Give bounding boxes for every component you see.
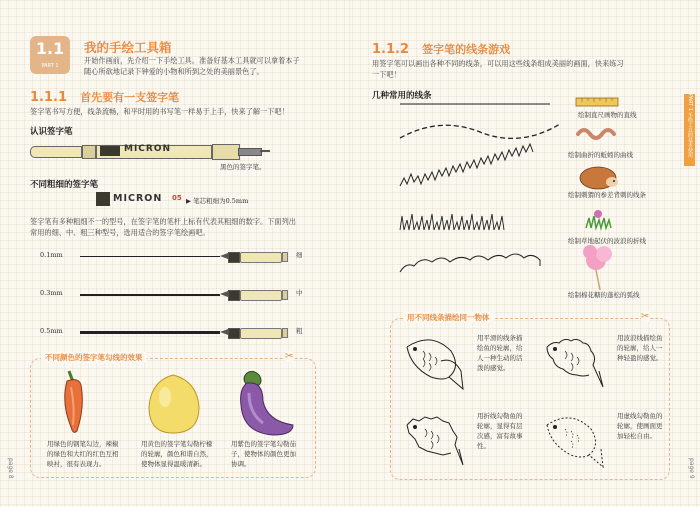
color-effects-box [30,351,316,478]
jagged-line [400,144,533,186]
section-heading-112: 1.1.2 签字笔的线条游戏 [372,42,511,57]
line-caption-straight: 绘制直尺画物的直线 [578,111,637,119]
line-examples [390,96,660,308]
cotton-candy-icon [583,245,612,290]
fish-smooth-illustration [401,327,473,393]
fish-box [390,311,670,480]
eggplant-caption: 用紫色的签字笔勾勒茄 子，使物体的颜色更加 协调。 [231,440,296,468]
fish-caption-zigzag: 用折线勾勒鱼的 轮廓，显得有层 次感，富有故事 性。 [477,412,523,450]
chili-illustration [49,367,99,437]
fish-box-title: 用不同线条描绘同一物体 [403,312,494,323]
scissors-icon-right: ✂ [641,311,650,322]
page-title: 我的手绘工具箱 [84,40,172,55]
fish-caption-dashed: 用虚线勾勒鱼的 轮廓，使画面更 加轻松自由。 [617,412,663,440]
book-gutter [349,0,351,507]
page-number-left: page 8 [7,458,14,479]
pen-sizes-paragraph: 签字笔有多种粗细不一的型号，在签字笔的笔杆上标有代表其粗细的数字。下面列出 常用的细、中、粗三种型号，选用适合的签字笔绘画吧。 [30,217,296,237]
micron-05-label: MICRON 05 [96,192,196,207]
color-box-title: 不同颜色的签字笔勾线的效果 [41,352,147,363]
fish-dashed-illustration [541,405,613,471]
dashed-curve-line [400,124,560,138]
line-caption-jagged: 绘制刺猬的参差背刺的线条 [568,191,646,199]
thickness-heading: 不同粗细的签字笔 [30,180,99,190]
fish-wavy-illustration [541,327,613,393]
micron-pen-illustration [30,140,275,162]
section-heading-111: 1.1.1 首先要有一支签字笔 [30,90,180,105]
grass-line [400,214,504,230]
thickness-note: ▶ 笔芯粗细为0.5mm [186,197,249,205]
worm-icon [578,130,614,138]
lemon-illustration [143,371,205,437]
flower-grass-icon [586,210,611,228]
arc-line [400,254,540,272]
section-text: 签字笔书写方便，线条流畅，和平时用的书写笔一样易于上手，快来了解一下吧！ [30,107,289,116]
lemon-caption: 用黄色的签字笔勾勒柠檬 的轮廓，颜色和谐自然， 使物体显得温暖清新。 [141,440,213,468]
scissors-icon: ✂ [285,351,294,362]
pen-brand: MICRON [124,144,172,154]
pen-row-fine: 0.1mm 细 [30,248,340,266]
fish-caption-smooth: 用平滑的线条描 绘鱼的轮廓，给 人一种生动的活 泼的感觉。 [477,334,523,372]
line-caption-curve: 绘制曲折的蚯蚓的曲线 [568,151,633,159]
chapter-badge: 1.1 PART 1 [30,36,70,74]
pen-row-medium: 0.3mm 中 [30,286,340,304]
fish-zigzag-illustration [401,405,473,471]
hedgehog-icon [580,167,618,189]
part-side-tab[interactable]: PART 1 手绘工具的基本使用 [684,94,695,166]
eggplant-illustration [233,367,299,439]
line-caption-grass: 绘制草地起伏的波浪的折线 [568,237,646,245]
right-intro: 用签字笔可以画出各种不同的线条，可以用这些线条组成美丽的画面，快来练习 一下吧！ [372,59,624,79]
fish-caption-wavy: 用波浪线描绘鱼 的轮廓，给人一 种轻盈的感觉。 [617,334,663,362]
lines-heading: 几种常用的线条 [372,91,432,101]
page-number-right: page 9 [688,458,695,479]
recognize-note: 黑色的签字笔。 [220,163,266,171]
chili-caption: 用绿色的钢笔勾边，辣椒 的绿色和大红的红色互相 映衬，很有表现力。 [47,440,119,468]
pen-row-thick: 0.5mm 粗 [30,324,340,342]
recognize-heading: 认识签字笔 [30,127,73,137]
line-caption-arc: 绘制棉花糖的蓬松的弧线 [568,291,640,299]
intro-text: 开始作画前，先介绍一下手绘工具。准备好基本工具就可以拿着本子 随心所欲地记录下钟爱的小物和所到之处的美丽景色了。 [84,56,300,76]
